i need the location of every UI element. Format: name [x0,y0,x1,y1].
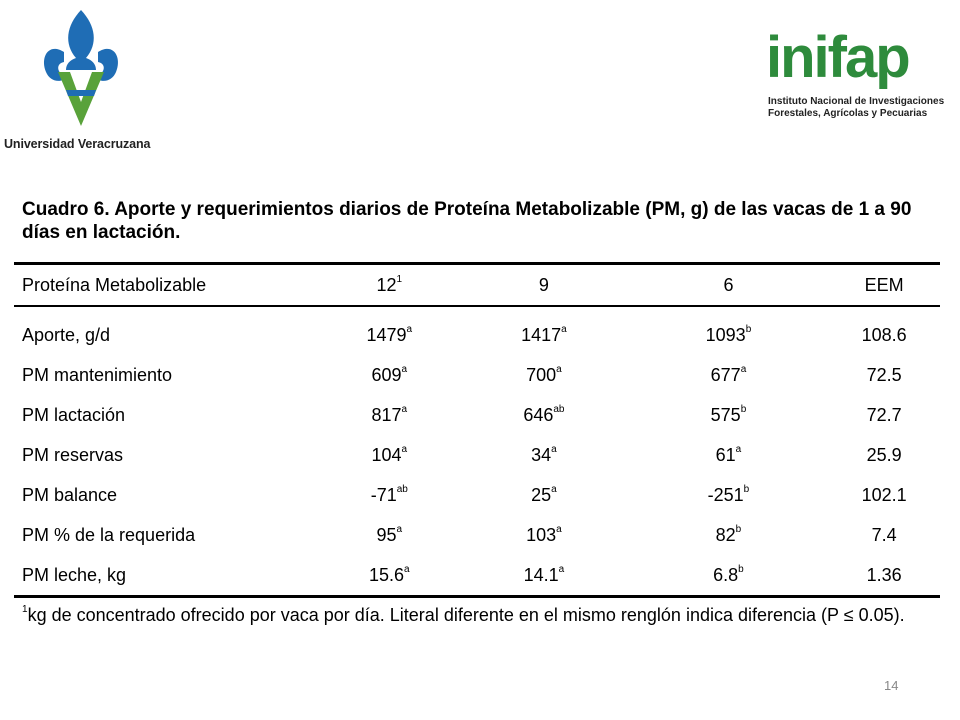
row-label [14,555,309,597]
cell-eem-value: 108.6 [861,324,907,345]
row-label [14,435,309,475]
cell-eem [828,475,940,515]
fleur-de-lis-icon [36,6,126,131]
cell-12-value: 609 [371,364,402,385]
cell-6 [629,475,828,515]
cell-6 [629,435,828,475]
header-col-eem: EEM [864,274,904,295]
cell-9-value: 700 [526,364,557,385]
cell-12 [309,475,459,515]
cell-6-letter: b [743,483,750,495]
cell-12-letter: ab [396,483,408,495]
cell-6-value: 6.8 [713,564,739,585]
cell-eem-value: 25.9 [866,444,902,465]
table-row [14,555,940,597]
header-col-12-text: 12 [376,274,397,295]
cell-9 [459,475,629,515]
row-label-value: PM lactación [22,404,126,425]
table-row [14,306,940,355]
cell-12-letter: a [396,523,403,535]
cell-12 [309,395,459,435]
cell-6-letter: b [740,403,747,415]
row-label [14,306,309,355]
cell-eem [828,555,940,597]
cell-9 [459,435,629,475]
cell-6-value: 82 [715,524,736,545]
cell-9-value: 646 [523,404,554,425]
table-row [14,395,940,435]
cell-eem-value: 102.1 [861,484,907,505]
row-label-value: PM balance [22,484,118,505]
cell-12 [309,306,459,355]
table-row [14,355,940,395]
universidad-veracruzana-text: Universidad Veracruzana [4,137,151,151]
row-label [14,475,309,515]
cell-9-value: 14.1 [523,564,559,585]
cell-6 [629,355,828,395]
table-header-row [14,264,940,307]
cell-6-value: -251 [707,484,744,505]
cell-12 [309,355,459,395]
header-col-9: 9 [538,274,549,295]
row-label-value: PM % de la requerida [22,524,196,545]
cell-12-value: 104 [371,444,402,465]
cell-6-value: 575 [710,404,741,425]
cell-12-value: 817 [371,404,402,425]
inifap-logo [766,26,946,126]
cell-9-value: 1417 [521,324,562,345]
cell-6 [629,306,828,355]
cell-eem-value: 72.5 [866,364,902,385]
cell-6-letter: a [740,363,747,375]
cell-12-value: 15.6 [368,564,405,585]
universidad-veracruzana-logo [4,6,154,156]
cell-9-letter: a [556,363,562,375]
row-label-value: PM leche, kg [22,564,127,585]
header-col-6: 6 [723,274,734,295]
cell-9-value: 103 [526,524,557,545]
cell-9-letter: a [558,563,565,575]
cell-12-letter: a [404,563,410,575]
cell-12-value: 1479 [366,324,407,345]
cell-eem [828,435,940,475]
cell-9-letter: ab [553,403,565,415]
row-label-value: Aporte, g/d [22,324,111,345]
cell-6-letter: b [745,323,752,335]
cell-6-letter: b [735,523,742,535]
cell-eem [828,395,940,435]
cell-12-letter: a [401,443,408,455]
cell-9 [459,355,629,395]
table-caption: Cuadro 6. Aporte y requerimientos diarios de Proteína Metabolizable (PM, g) de las vacas de 1 a 90 días en lactación. [22,199,912,243]
cell-9 [459,515,629,555]
cell-9-letter: a [561,323,567,335]
cell-9-letter: a [551,483,557,495]
cell-9 [459,555,629,597]
table-row [14,515,940,555]
header-label: Proteína Metabolizable [22,274,207,295]
cell-eem-value: 7.4 [871,524,897,545]
cell-eem [828,515,940,555]
cell-6-value: 677 [710,364,741,385]
cell-6-letter: b [738,563,744,575]
footnote-text: kg de concentrado ofrecido por vaca por día. Literal diferente en el mismo renglón indica diferencia (P ≤ 0.05). [27,605,905,625]
cell-9-letter: a [556,523,562,535]
cell-6 [629,515,828,555]
inifap-subtitle-line2: Forestales, Agrícolas y Pecuarias [768,108,928,119]
cell-9-value: 25 [531,484,552,505]
cell-12-value: 95 [376,524,397,545]
footnote-marker: 1 [22,604,28,615]
cell-12-letter: a [401,403,408,415]
table-row [14,475,940,515]
row-label [14,395,309,435]
cell-9-letter: a [551,443,557,455]
header-col-12-sup: 1 [396,273,403,285]
cell-eem-value: 1.36 [866,564,902,585]
row-label [14,355,309,395]
page-number: 14 [884,678,899,693]
cell-9 [459,395,629,435]
cell-6-value: 1093 [705,324,746,345]
cell-6-letter: a [735,443,742,455]
table-row [14,435,940,475]
cell-12 [309,555,459,597]
cell-eem-value: 72.7 [866,404,902,425]
cell-eem [828,306,940,355]
row-label-value: PM reservas [22,444,124,465]
cell-6 [629,555,828,597]
table-footnote [22,600,940,627]
inifap-subtitle-line1: Instituto Nacional de Investigaciones [768,96,945,107]
cell-6-value: 61 [715,444,736,465]
cell-12 [309,435,459,475]
header-col-12 [309,264,459,307]
cell-9 [459,306,629,355]
cell-12-value: -71 [370,484,397,505]
cell-12-letter: a [406,323,413,335]
cell-6 [629,395,828,435]
cell-9-value: 34 [531,444,552,465]
cell-eem [828,355,940,395]
protein-table [14,262,940,598]
row-label-value: PM mantenimiento [22,364,173,385]
cell-12 [309,515,459,555]
inifap-wordmark: inifap [766,25,909,90]
row-label [14,515,309,555]
cell-12-letter: a [401,363,408,375]
